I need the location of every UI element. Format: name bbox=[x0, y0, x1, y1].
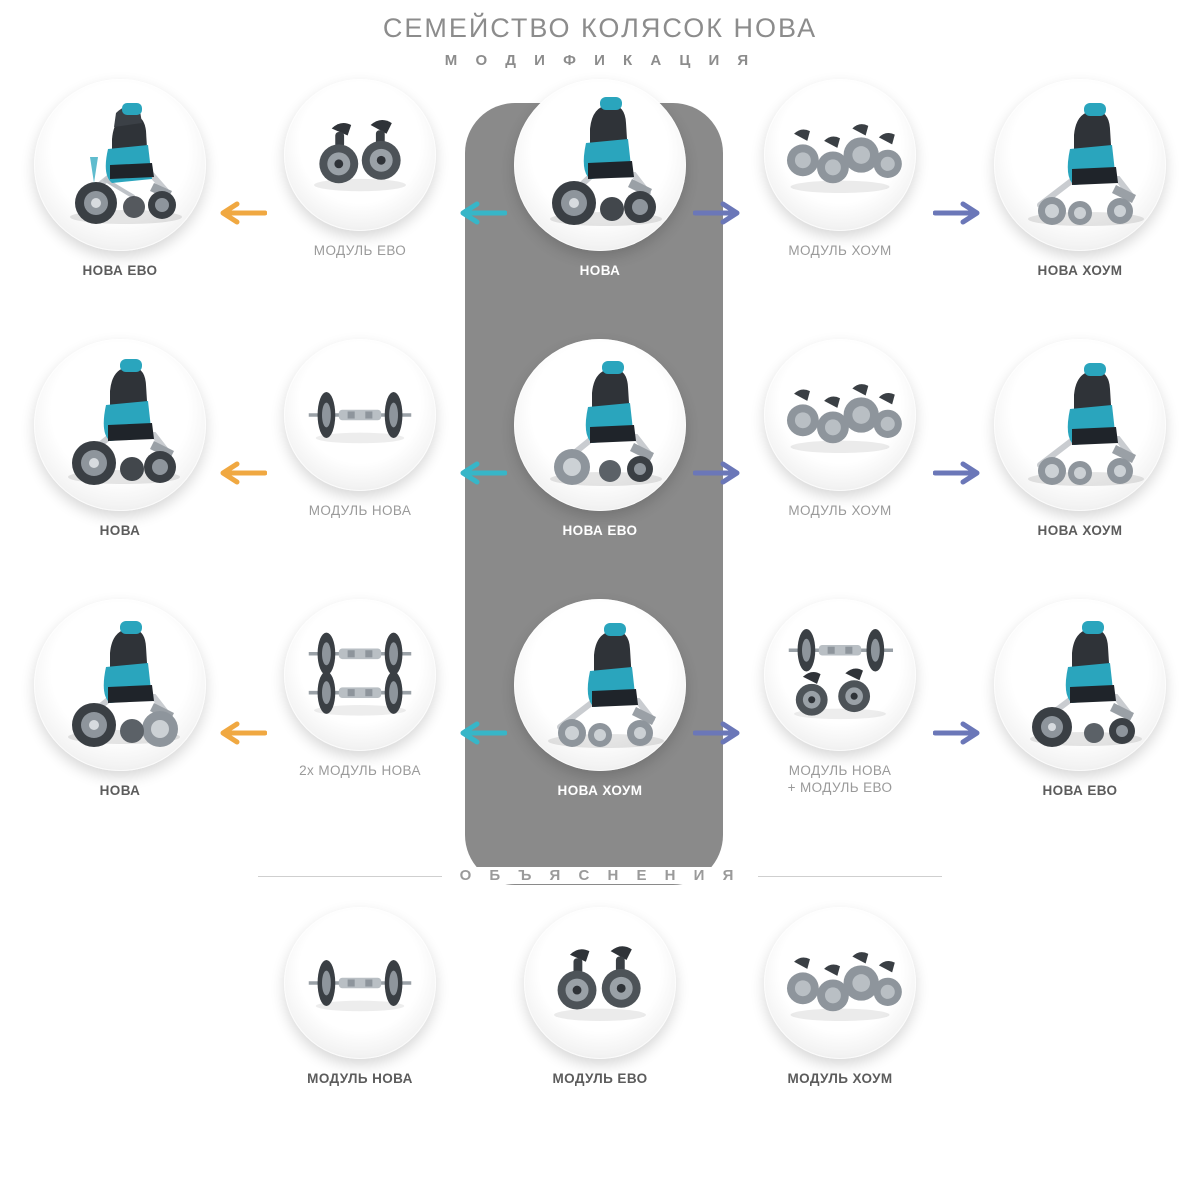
module-home-image bbox=[764, 907, 916, 1059]
chair-label: НОВА ЕВО bbox=[82, 262, 158, 278]
chair-nova-image bbox=[34, 339, 206, 511]
module-cell-home-2[interactable] bbox=[720, 339, 960, 520]
chair-label: НОВА ЕВО bbox=[562, 522, 638, 538]
explanations-header bbox=[0, 867, 1200, 885]
chair-label: НОВА bbox=[579, 262, 621, 278]
chair-cell-evo-right[interactable] bbox=[960, 599, 1200, 800]
chair-cell-nova-home[interactable] bbox=[960, 79, 1200, 280]
arrow-left-icon bbox=[213, 200, 267, 226]
module-label: МОДУЛЬ ХОУМ bbox=[788, 242, 892, 258]
diagram-row bbox=[0, 339, 1200, 599]
chair-nova-image bbox=[514, 79, 686, 251]
arrow-right-icon bbox=[933, 200, 987, 226]
chair-cell-nova-left-3[interactable] bbox=[0, 599, 240, 800]
module-evo-image bbox=[524, 907, 676, 1059]
arrow-right-icon bbox=[933, 720, 987, 746]
module-label-multiline bbox=[788, 763, 893, 797]
arrow-left-icon bbox=[213, 460, 267, 486]
module-home-image bbox=[764, 79, 916, 231]
diagram-row bbox=[0, 599, 1200, 859]
module-label: 2х МОДУЛЬ НОВА bbox=[299, 762, 421, 778]
module-nova-image bbox=[284, 339, 436, 491]
arrow-left-icon bbox=[213, 720, 267, 746]
legend-item-module-nova[interactable] bbox=[250, 907, 470, 1088]
legend-label: МОДУЛЬ НОВА bbox=[307, 1070, 413, 1086]
chair-label: НОВА ХОУМ bbox=[1037, 262, 1123, 278]
chair-label: НОВА bbox=[99, 522, 141, 538]
chair-cell-home-right[interactable] bbox=[960, 339, 1200, 540]
arrow-right-icon bbox=[933, 460, 987, 486]
module-label-line2: + МОДУЛЬ ЕВО bbox=[787, 779, 893, 795]
module-cell-evo[interactable] bbox=[240, 79, 480, 260]
chair-label: НОВА ХОУМ bbox=[1037, 522, 1123, 538]
module-evo-image bbox=[284, 79, 436, 231]
legend-label: МОДУЛЬ ХОУМ bbox=[787, 1070, 893, 1086]
chair-label: НОВА ХОУМ bbox=[557, 782, 643, 798]
chair-evo-image bbox=[34, 79, 206, 251]
chair-label: НОВА ЕВО bbox=[1042, 782, 1118, 798]
module-label-line1: МОДУЛЬ НОВА bbox=[788, 762, 892, 778]
chair-cell-nova-center[interactable] bbox=[480, 79, 720, 280]
chair-cell-evo-center[interactable] bbox=[480, 339, 720, 540]
module-label: МОДУЛЬ ХОУМ bbox=[788, 502, 892, 518]
page-subtitle: М О Д И Ф И К А Ц И Я bbox=[444, 51, 756, 69]
chair-home-image bbox=[514, 599, 686, 771]
arrow-left-icon bbox=[453, 200, 507, 226]
module-home-image bbox=[764, 339, 916, 491]
legend-label: МОДУЛЬ ЕВО bbox=[552, 1070, 648, 1086]
chair-cell-home-center[interactable] bbox=[480, 599, 720, 800]
module-nova-image bbox=[284, 907, 436, 1059]
chair-cell-nova-left-2[interactable] bbox=[0, 339, 240, 540]
modification-grid bbox=[0, 79, 1200, 859]
legend-item-module-home[interactable] bbox=[730, 907, 950, 1088]
module-cell-nova-plus-evo[interactable] bbox=[720, 599, 960, 797]
arrow-right-icon bbox=[693, 200, 747, 226]
module-cell-nova[interactable] bbox=[240, 339, 480, 520]
module-nova-evo-image bbox=[764, 599, 916, 751]
chair-evo-image bbox=[994, 599, 1166, 771]
chair-nova-image bbox=[34, 599, 206, 771]
chair-home-image bbox=[994, 79, 1166, 251]
module-label: МОДУЛЬ НОВА bbox=[308, 502, 412, 518]
arrow-left-icon bbox=[453, 460, 507, 486]
diagram-header bbox=[0, 0, 1200, 69]
page-title: СЕМЕЙСТВО КОЛЯСОК НОВА bbox=[382, 13, 818, 43]
chair-evo-image bbox=[514, 339, 686, 511]
chair-label: НОВА bbox=[99, 782, 141, 798]
explanations-row bbox=[0, 907, 1200, 1088]
module-label: МОДУЛЬ ЕВО bbox=[313, 242, 407, 258]
module-nova-double-image bbox=[284, 599, 436, 751]
diagram-row bbox=[0, 79, 1200, 339]
module-cell-nova-double[interactable] bbox=[240, 599, 480, 780]
arrow-right-icon bbox=[693, 720, 747, 746]
chair-home-image bbox=[994, 339, 1166, 511]
explanations-title: О Б Ъ Я С Н Е Н И Я bbox=[442, 867, 759, 884]
arrow-right-icon bbox=[693, 460, 747, 486]
module-cell-home[interactable] bbox=[720, 79, 960, 260]
arrow-left-icon bbox=[453, 720, 507, 746]
legend-item-module-evo[interactable] bbox=[490, 907, 710, 1088]
chair-cell-nova-evo[interactable] bbox=[0, 79, 240, 280]
